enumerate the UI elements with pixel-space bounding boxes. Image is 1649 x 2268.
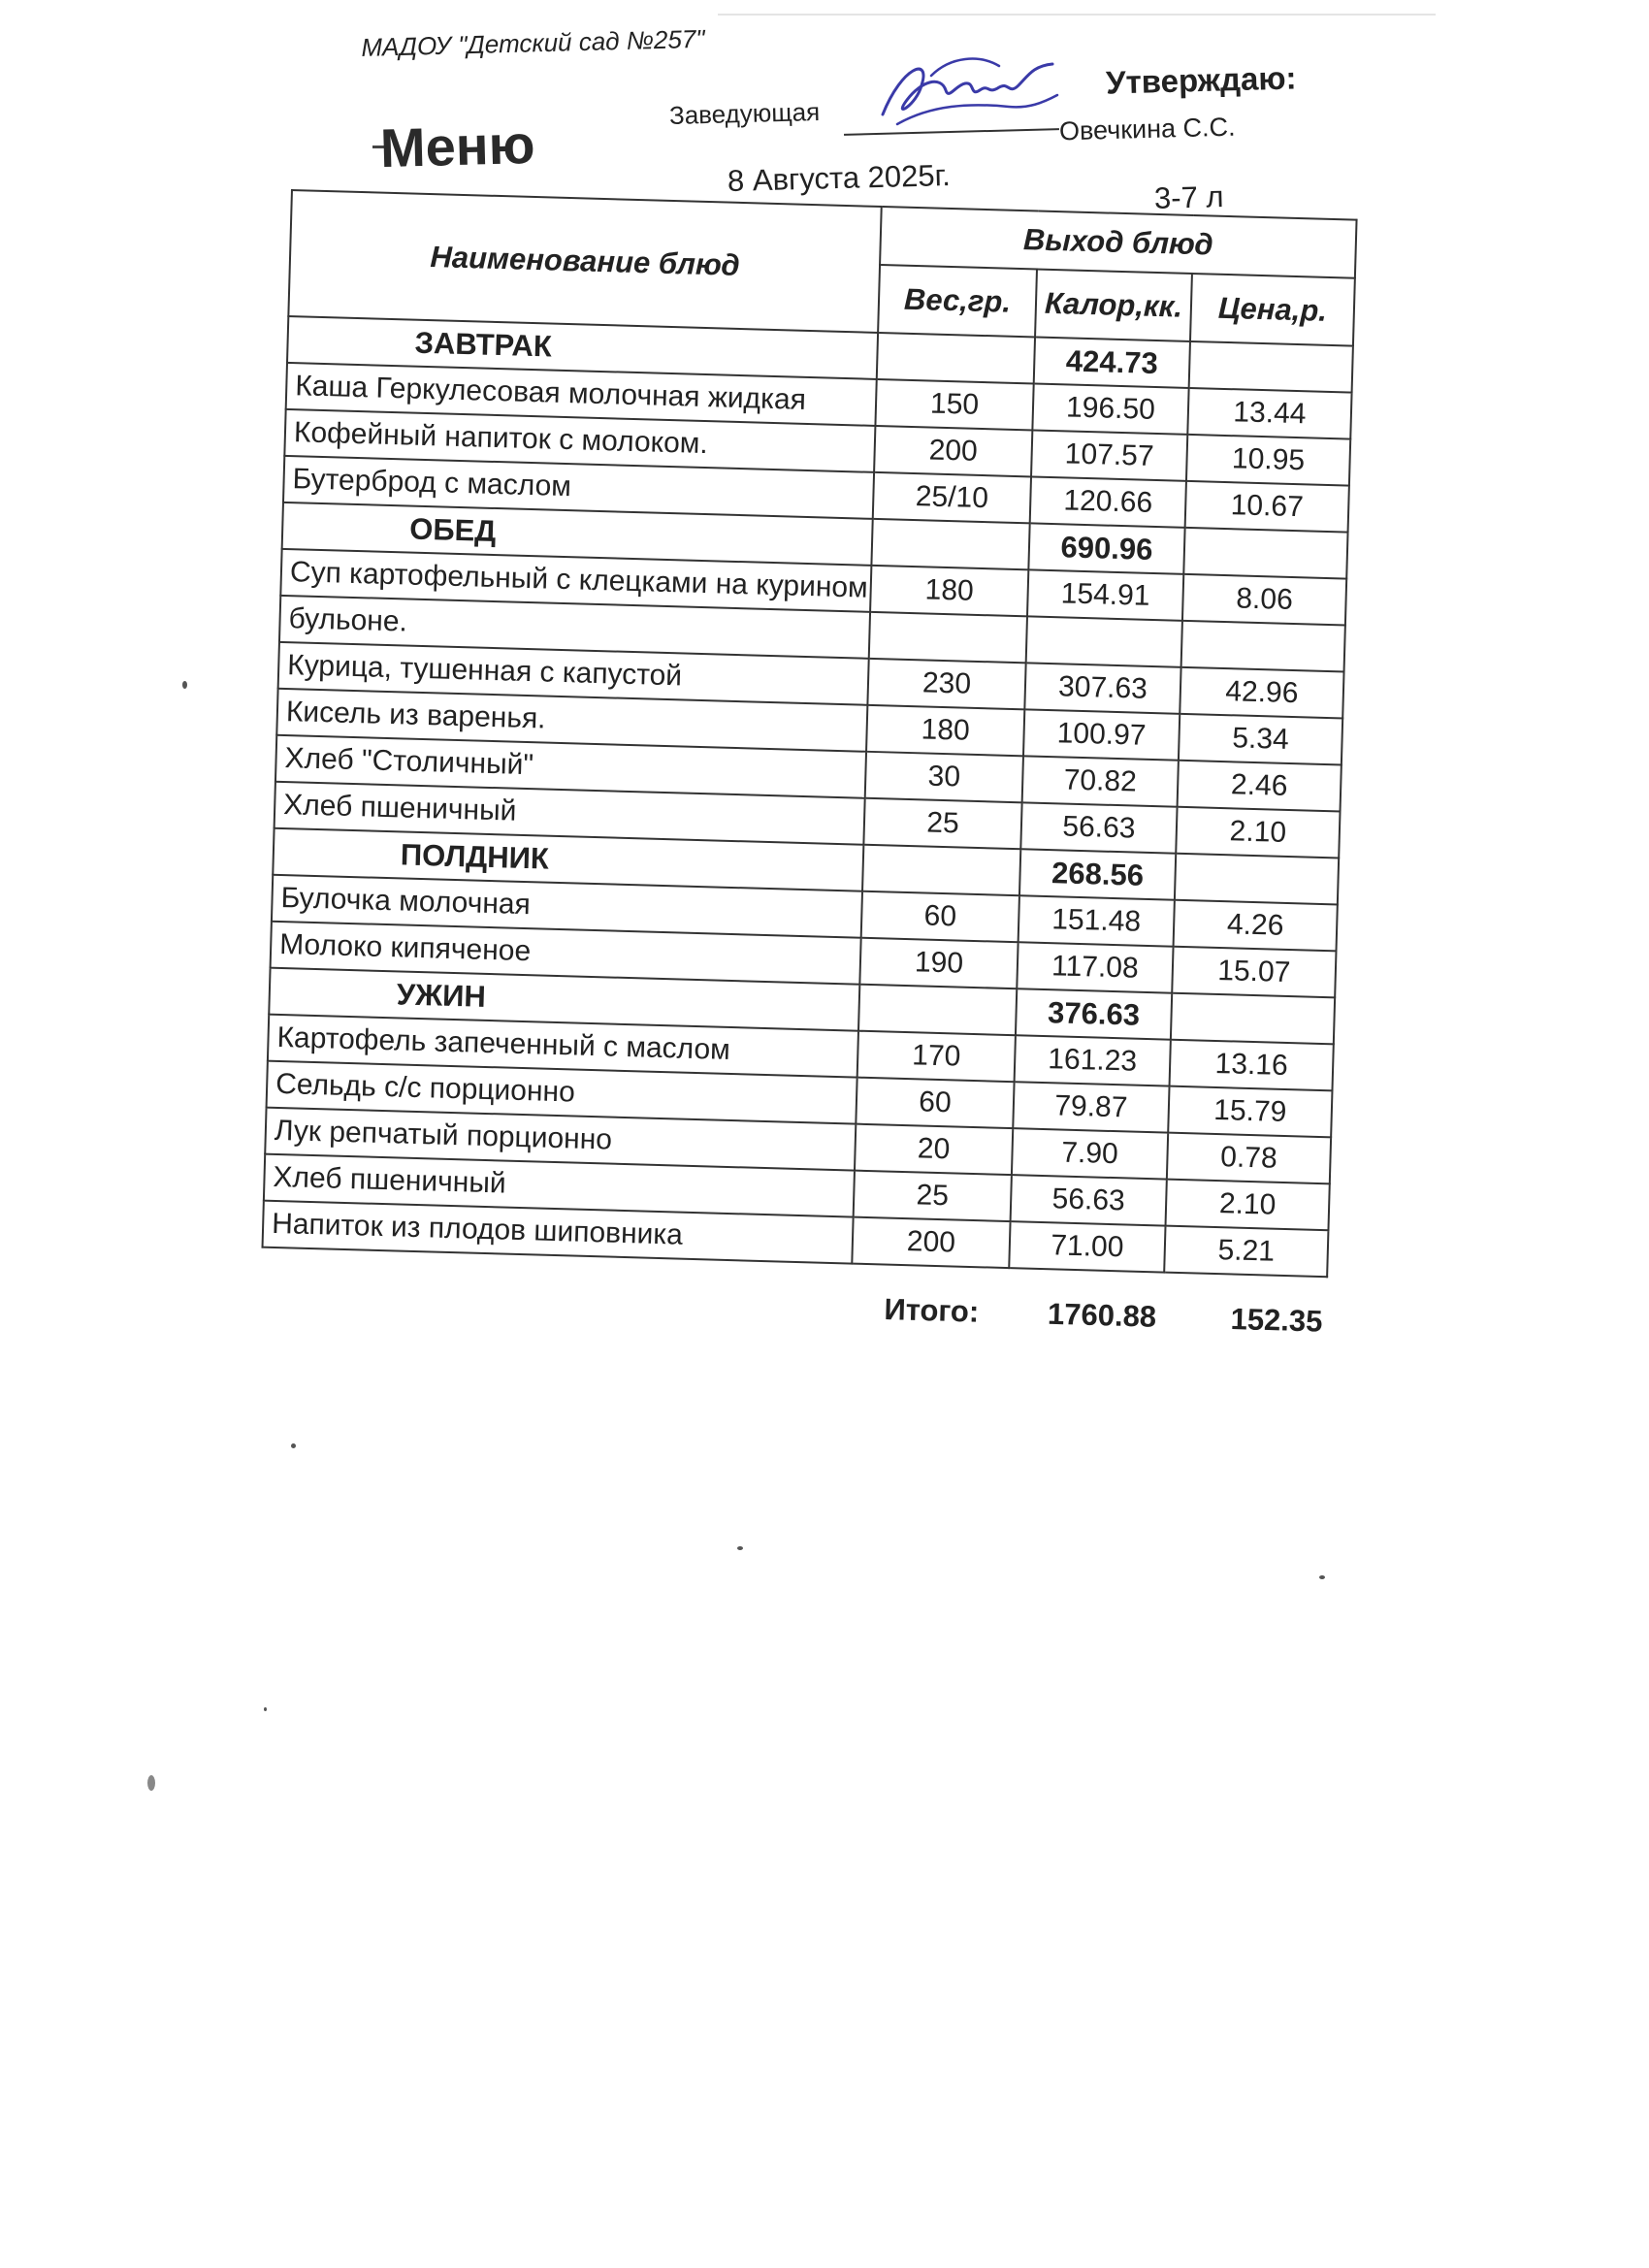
dish-name: Каша Геркулесовая молочная жидкая xyxy=(286,363,877,426)
section-weight-cell xyxy=(862,845,1020,896)
dish-calories: 154.91 xyxy=(1027,569,1183,620)
dish-calories: 7.90 xyxy=(1012,1128,1168,1179)
dish-weight: 200 xyxy=(874,426,1032,477)
dish-name: Суп картофельный с клецками на курином xyxy=(280,549,871,612)
section-weight-cell xyxy=(877,333,1035,384)
menu-table-wrapper xyxy=(262,189,1358,1278)
section-weight-cell xyxy=(858,985,1017,1036)
scan-speck xyxy=(1319,1575,1325,1579)
dish-weight: 150 xyxy=(875,379,1033,431)
dish-price: 0.78 xyxy=(1167,1133,1331,1184)
section-total-calories: 424.73 xyxy=(1034,337,1190,387)
col-calories-header: Калор,кк. xyxy=(1035,270,1192,341)
dish-name: Бутерброд с маслом xyxy=(283,456,874,519)
dish-price: 4.26 xyxy=(1174,900,1338,952)
dish-weight: 60 xyxy=(856,1078,1014,1129)
section-price-cell xyxy=(1189,341,1353,393)
dish-price: 10.67 xyxy=(1185,481,1349,533)
dish-price: 8.06 xyxy=(1182,574,1346,626)
dish-weight xyxy=(869,612,1027,664)
dish-calories: 151.48 xyxy=(1018,895,1175,946)
dish-calories: 120.66 xyxy=(1030,476,1186,527)
dish-name: бульоне. xyxy=(279,596,870,659)
dish-name: Хлеб пшеничный xyxy=(264,1154,855,1217)
section-title: ПОЛДНИК xyxy=(273,828,863,891)
section-title: УЖИН xyxy=(269,968,859,1031)
dish-name: Картофель запеченный с маслом xyxy=(268,1015,858,1078)
scan-speck xyxy=(264,1707,267,1711)
menu-table-body xyxy=(263,316,1353,1277)
totals-row xyxy=(884,1292,1323,1340)
dish-price: 13.16 xyxy=(1170,1040,1334,1091)
dish-calories: 307.63 xyxy=(1024,663,1180,713)
dish-price: 15.79 xyxy=(1168,1086,1332,1138)
dish-weight: 60 xyxy=(861,891,1019,943)
dish-calories: 100.97 xyxy=(1023,709,1180,760)
dish-weight: 190 xyxy=(859,938,1018,989)
dish-name: Хлеб "Столичный" xyxy=(275,735,866,798)
dish-calories: 196.50 xyxy=(1032,383,1188,434)
dish-name: Сельдь с/с порционно xyxy=(267,1061,857,1124)
section-total-calories: 690.96 xyxy=(1028,523,1184,573)
dish-price: 13.44 xyxy=(1187,388,1351,439)
dish-weight: 180 xyxy=(870,566,1028,617)
approve-label: Утверждаю: xyxy=(1105,59,1297,101)
dish-price: 5.21 xyxy=(1164,1226,1328,1278)
menu-table xyxy=(262,189,1358,1278)
dish-name: Кисель из варенья. xyxy=(276,689,867,752)
menu-date: 8 Августа 2025г. xyxy=(727,157,952,199)
dish-name: Курица, тушенная с капустой xyxy=(278,642,869,705)
dish-calories xyxy=(1026,616,1182,666)
dish-price: 42.96 xyxy=(1180,667,1343,719)
dish-calories: 71.00 xyxy=(1009,1221,1165,1272)
age-group: 3-7 л xyxy=(1153,179,1224,215)
organization-name: МАДОУ "Детский сад №257" xyxy=(361,23,705,62)
dish-name: Булочка молочная xyxy=(272,875,862,938)
dish-calories: 56.63 xyxy=(1020,802,1177,853)
col-price-header: Цена,р. xyxy=(1190,274,1355,346)
totals-label: Итого: xyxy=(884,1292,980,1329)
dish-price xyxy=(1181,621,1345,672)
dish-price: 15.07 xyxy=(1172,947,1336,998)
section-weight-cell xyxy=(871,519,1029,570)
dish-weight: 25 xyxy=(863,798,1021,850)
section-price-cell xyxy=(1183,528,1347,579)
dish-calories: 107.57 xyxy=(1031,430,1187,480)
dish-name: Лук репчатый порционно xyxy=(265,1108,856,1171)
scan-speck xyxy=(737,1546,743,1550)
dish-weight: 25/10 xyxy=(873,472,1031,524)
head-name: Овечкина С.С. xyxy=(1058,112,1236,146)
section-price-cell xyxy=(1175,854,1339,905)
dish-name: Молоко кипяченое xyxy=(271,922,861,985)
dish-weight: 25 xyxy=(854,1171,1012,1222)
dish-calories: 117.08 xyxy=(1017,942,1173,992)
section-title: ОБЕД xyxy=(282,502,873,566)
dish-calories: 79.87 xyxy=(1013,1082,1169,1132)
dish-calories: 70.82 xyxy=(1022,756,1179,806)
section-total-calories: 376.63 xyxy=(1016,988,1172,1039)
dish-weight: 180 xyxy=(866,705,1024,757)
section-total-calories: 268.56 xyxy=(1019,849,1176,899)
scan-speck xyxy=(291,1443,296,1448)
dish-name: Хлеб пшеничный xyxy=(275,782,865,845)
signature-icon xyxy=(863,47,1067,140)
totals-price: 152.35 xyxy=(1230,1301,1323,1339)
dish-calories: 56.63 xyxy=(1011,1175,1167,1225)
page-title: Меню xyxy=(379,113,536,179)
dish-price: 2.46 xyxy=(1178,761,1342,812)
col-output-header: Выход блюд xyxy=(880,207,1356,278)
dish-weight: 200 xyxy=(852,1217,1010,1269)
dish-name: Кофейный напиток с молоком. xyxy=(284,409,875,472)
dish-price: 2.10 xyxy=(1166,1180,1330,1231)
section-price-cell xyxy=(1171,993,1335,1045)
dish-price: 5.34 xyxy=(1179,714,1342,765)
dish-name: Напиток из плодов шиповника xyxy=(263,1201,854,1264)
section-title: ЗАВТРАК xyxy=(287,316,878,379)
dish-weight: 230 xyxy=(867,659,1025,710)
dish-price: 10.95 xyxy=(1186,435,1350,486)
dish-calories: 161.23 xyxy=(1015,1035,1171,1085)
scan-speck xyxy=(147,1775,155,1791)
scan-speck xyxy=(182,681,187,689)
dish-weight: 170 xyxy=(857,1031,1016,1083)
totals-calories: 1760.88 xyxy=(1047,1296,1157,1334)
col-weight-header: Вес,гр. xyxy=(878,265,1037,337)
head-label: Заведующая xyxy=(668,96,821,131)
col-name-header: Наименование блюд xyxy=(288,190,881,333)
dish-weight: 20 xyxy=(855,1124,1013,1176)
dish-weight: 30 xyxy=(865,752,1023,803)
dish-price: 2.10 xyxy=(1176,807,1340,859)
scan-edge-line xyxy=(718,14,1436,16)
